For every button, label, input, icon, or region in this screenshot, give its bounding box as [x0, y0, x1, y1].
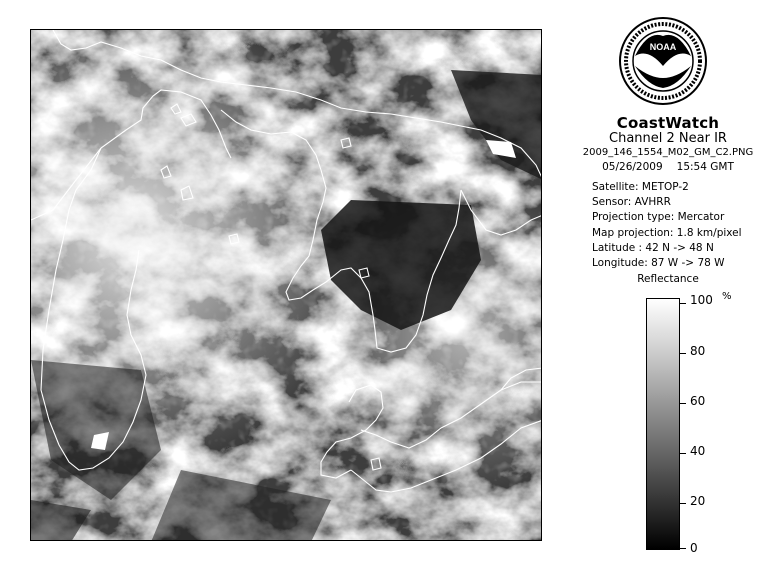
meta-projection-type: Projection type: Mercator	[592, 211, 725, 224]
colorbar-title: Reflectance	[637, 273, 699, 285]
satellite-scene	[31, 30, 542, 541]
colorbar-tick-label: 80	[690, 344, 706, 358]
meta-satellite: Satellite: METOP-2	[592, 181, 689, 193]
noaa-logo	[618, 16, 708, 106]
colorbar-unit: %	[722, 291, 732, 302]
meta-sensor: Sensor: AVHRR	[592, 196, 671, 209]
metadata-list	[592, 180, 742, 271]
datetime-label	[560, 161, 776, 173]
date-value: 05/26/2009	[602, 161, 663, 173]
filename-label: 2009_146_1554_M02_GM_C2.PNG	[582, 147, 754, 158]
colorbar-tick	[680, 548, 686, 549]
meta-map-projection: Map projection: 1.8 km/pixel	[592, 226, 742, 239]
time-value: 15:54 GMT	[676, 161, 734, 173]
colorbar-tick-label: 40	[690, 444, 706, 458]
colorbar-tick-label: 60	[690, 394, 706, 408]
info-panel	[560, 10, 776, 565]
colorbar-tick-label: 20	[690, 494, 706, 508]
colorbar-tick	[680, 453, 686, 454]
reflectance-colorbar	[646, 298, 680, 550]
logo-text: NOAA	[649, 42, 677, 52]
colorbar-tick-label: 0	[690, 541, 698, 555]
colorbar-tick	[680, 503, 686, 504]
product-title: CoastWatch	[616, 114, 720, 132]
satellite-image	[30, 29, 542, 541]
colorbar-tick	[680, 353, 686, 354]
colorbar-tick-label: 100	[690, 293, 713, 307]
colorbar-tick	[680, 303, 686, 304]
colorbar-tick	[680, 403, 686, 404]
meta-latitude: Latitude : 42 N -> 48 N	[592, 241, 714, 254]
meta-longitude: Longitude: 87 W -> 78 W	[592, 257, 725, 270]
channel-label: Channel 2 Near IR	[609, 131, 727, 146]
